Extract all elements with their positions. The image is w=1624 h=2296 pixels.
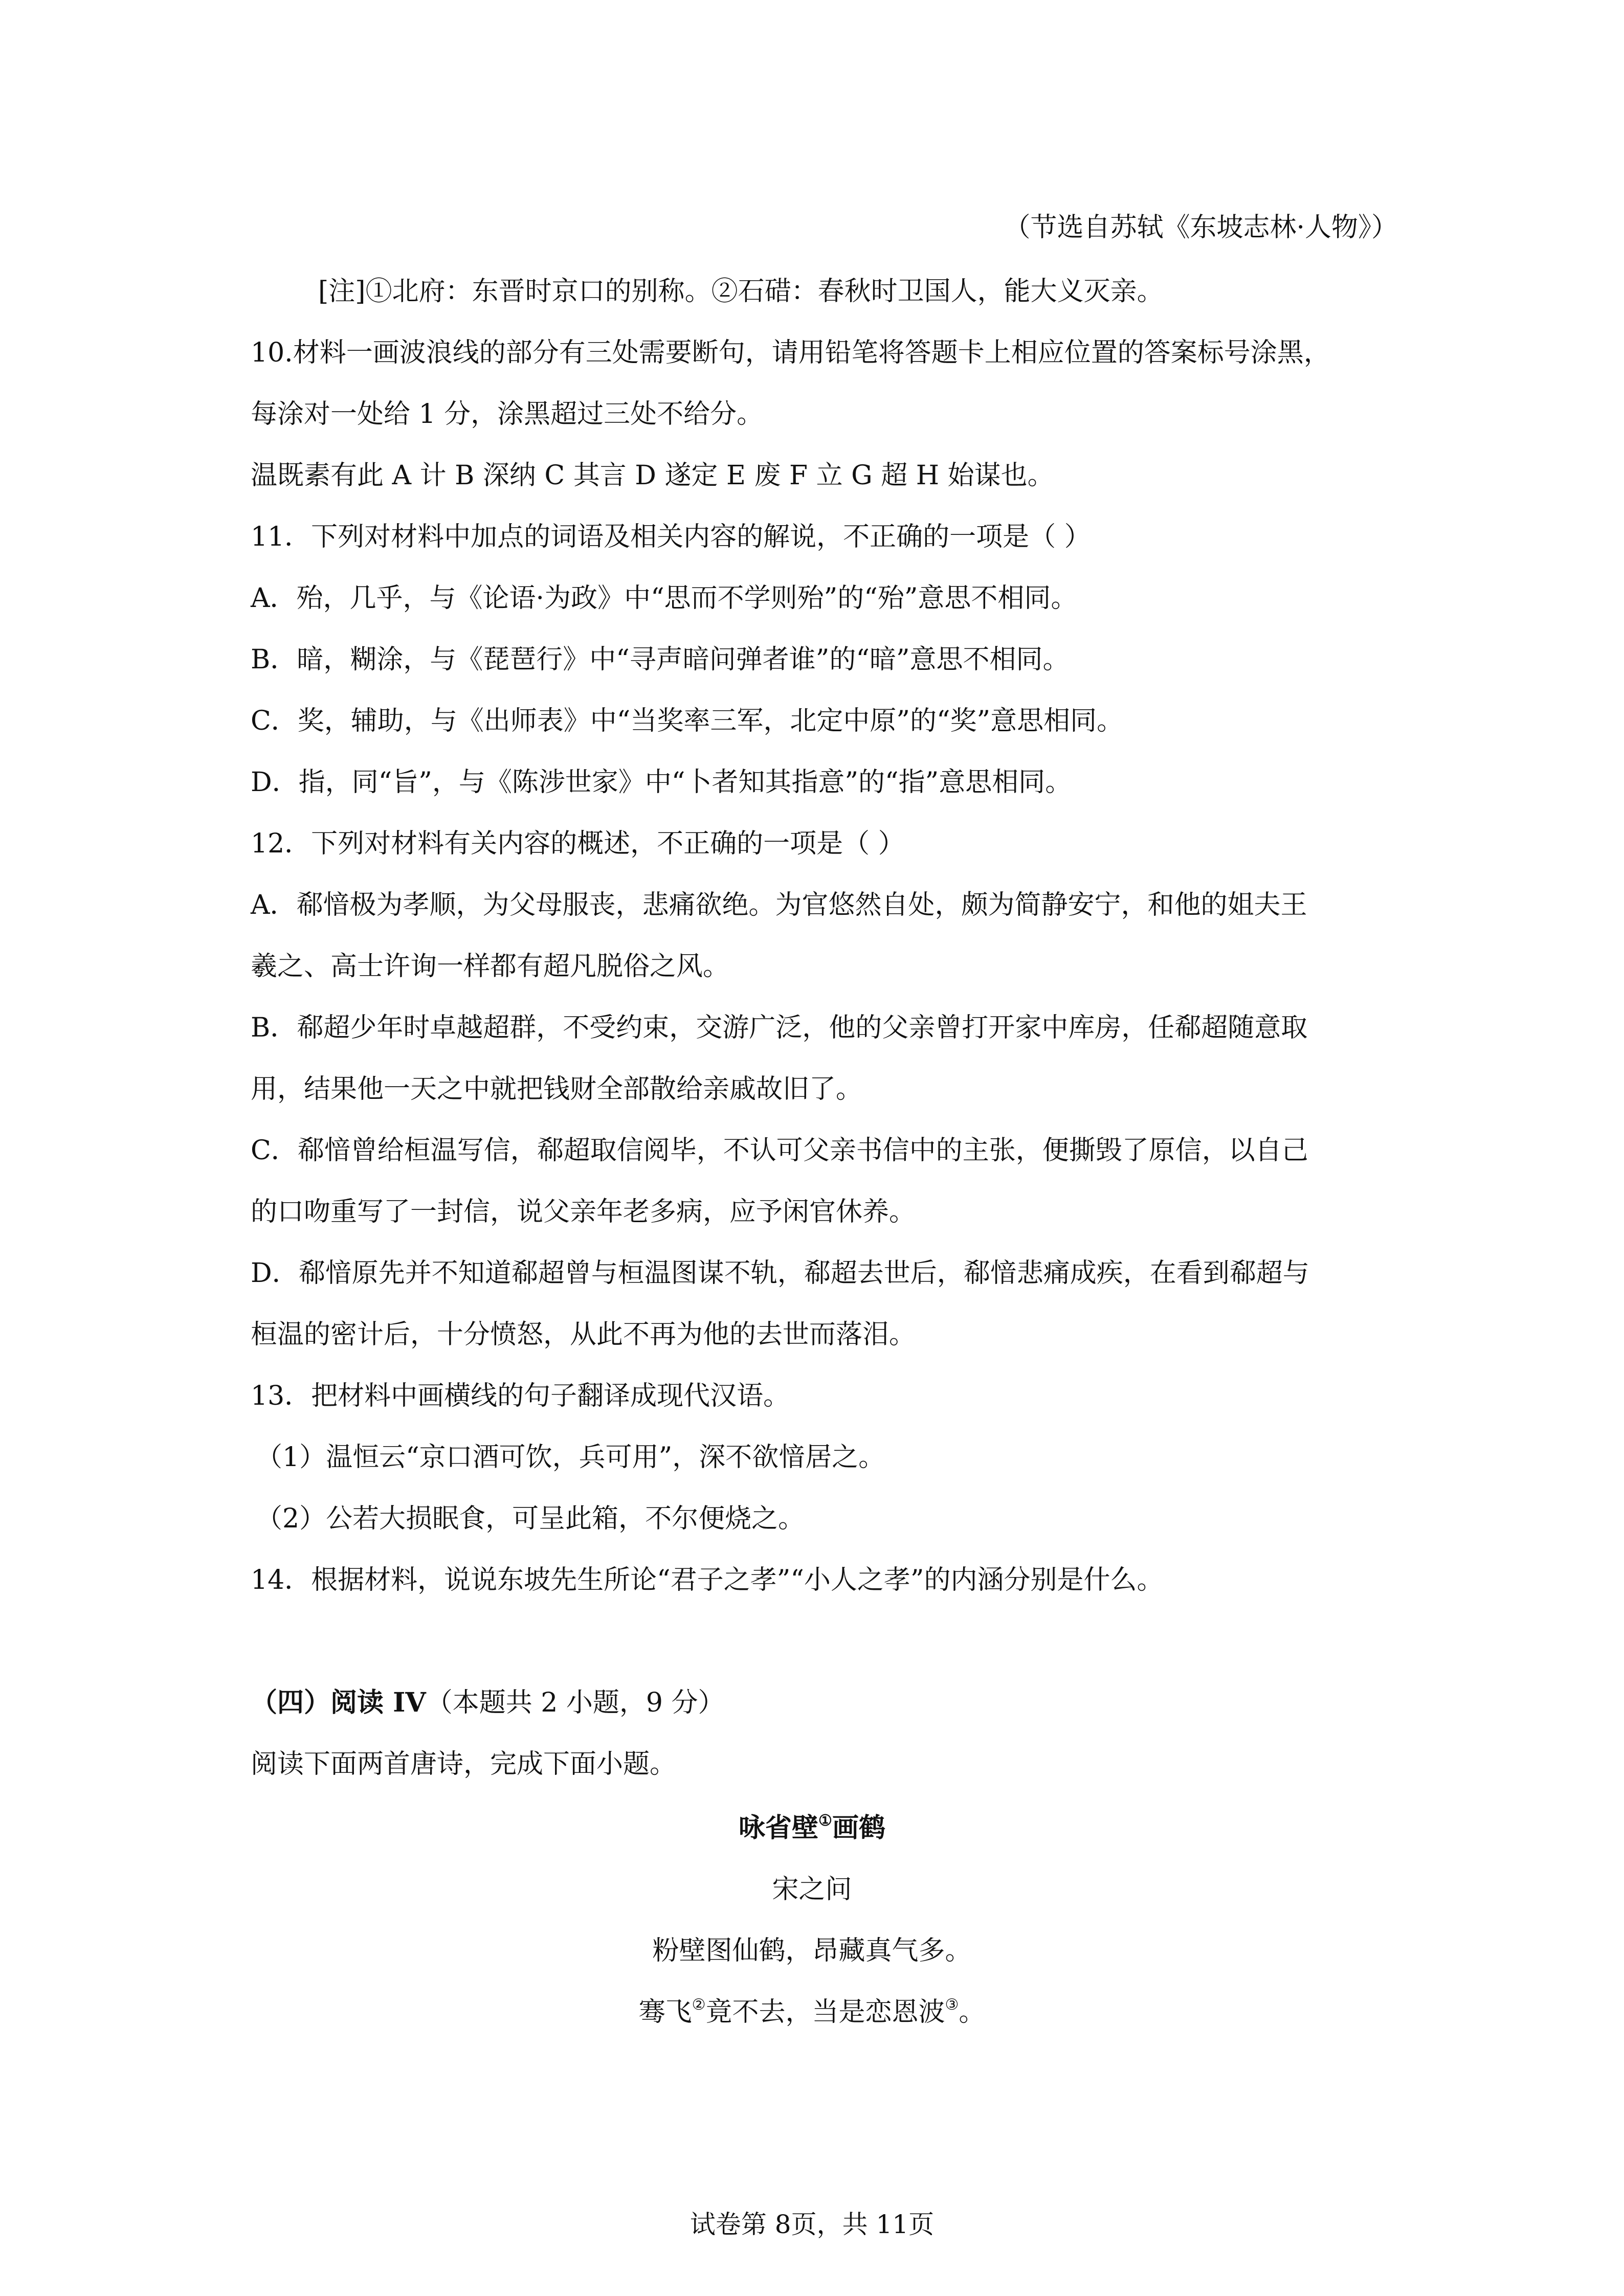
q12-option-d-line2: 桓温的密计后，十分愤怒，从此不再为他的去世而落泪。 [251, 1319, 916, 1350]
q10-passage: 温既素有此 A 计 B 深纳 C 其言 D 遂定 E 废 F 立 G 超 H 始谋也。 [251, 460, 1054, 491]
q12-option-b-line2: 用，结果他一天之中就把钱财全部散给亲戚故旧了。 [251, 1074, 863, 1105]
q11-option-b: B．暗，糊涂，与《琵琶行》中“寻声暗问弹者谁”的“暗”意思不相同。 [251, 644, 1070, 675]
poem-author: 宋之问 [772, 1874, 852, 1905]
q10-stem-line2: 每涂对一处给 1 分，涂黑超过三处不给分。 [251, 399, 764, 430]
page-footer: 试卷第 8页，共 11页 [689, 2210, 935, 2239]
q12-option-d-line1: D．郗愔原先并不知道郗超曾与桓温图谋不轨，郗超去世后，郗愔悲痛成疾，在看到郗超与 [251, 1258, 1309, 1289]
poem-footnote-marker-2: ② [692, 1996, 706, 2014]
section4-heading-label: （四）阅读 IV [251, 1687, 426, 1718]
poem-title [0, 1810, 1624, 1846]
q10-stem-line1: 10.材料一画波浪线的部分有三处需要断句，请用铅笔将答题卡上相应位置的答案标号涂黑， [251, 337, 1330, 368]
poem-line-1: 粉壁图仙鹤，昂藏真气多。 [652, 1935, 972, 1966]
q11-stem: 11．下列对材料中加点的词语及相关内容的解说，不正确的一项是（ ） [251, 522, 1091, 552]
q14-stem: 14．根据材料，说说东坡先生所论“君子之孝”“小人之孝”的内涵分别是什么。 [251, 1565, 1164, 1595]
annotation-note: [注]①北府：东晋时京口的别称。②石碏：春秋时卫国人，能大义灭亲。 [318, 276, 1164, 307]
poem-title-part1: 咏省壁 [739, 1812, 819, 1843]
q11-option-a: A．殆，几乎，与《论语·为政》中“思而不学则殆”的“殆”意思不相同。 [251, 583, 1078, 614]
q13-sentence-2: （2）公若大损眠食，可呈此箱，不尔便烧之。 [256, 1503, 805, 1534]
q12-stem: 12．下列对材料有关内容的概述，不正确的一项是（ ） [251, 828, 905, 859]
q12-option-c-line1: C．郗愔曾给桓温写信，郗超取信阅毕，不认可父亲书信中的主张，便撕毁了原信，以自己 [251, 1135, 1308, 1166]
q11-option-d: D．指，同“旨”，与《陈涉世家》中“卜者知其指意”的“指”意思相同。 [251, 767, 1072, 798]
poem-title-part2: 画鹤 [832, 1812, 885, 1843]
section4-intro: 阅读下面两首唐诗，完成下面小题。 [251, 1749, 677, 1780]
poem-title-footnote-marker: ① [818, 1812, 832, 1830]
q13-stem: 13．把材料中画横线的句子翻译成现代汉语。 [251, 1381, 790, 1411]
q12-option-a-line2: 羲之、高士许询一样都有超凡脱俗之风。 [251, 951, 730, 982]
poem-footnote-marker-3: ③ [945, 1996, 959, 2014]
q12-option-b-line1: B．郗超少年时卓越超群，不受约束，交游广泛，他的父亲曾打开家中库房，任郗超随意取 [251, 1012, 1308, 1043]
poem-line-2-part3: 。 [959, 1997, 986, 2028]
q13-sentence-1: （1）温恒云“京口酒可饮，兵可用”，深不欲愔居之。 [256, 1442, 885, 1473]
poem-line-2-part1: 骞飞 [638, 1997, 692, 2028]
poem-line-2-part2: 竟不去，当是恋恩波 [705, 1997, 945, 2028]
q12-option-c-line2: 的口吻重写了一封信，说父亲年老多病，应予闲官休养。 [251, 1197, 916, 1227]
section4-heading [251, 1685, 1396, 1721]
section4-heading-detail: （本题共 2 小题，9 分） [426, 1687, 725, 1718]
poem-line-2 [0, 1994, 1624, 2030]
passage-source: （节选自苏轼《东坡志林·人物》） [1004, 212, 1398, 243]
q12-option-a-line1: A．郗愔极为孝顺，为父母服丧，悲痛欲绝。为官悠然自处，颇为简静安宁，和他的姐夫王 [251, 890, 1307, 920]
q11-option-c: C．奖，辅助，与《出师表》中“当奖率三军，北定中原”的“奖”意思相同。 [251, 706, 1124, 736]
